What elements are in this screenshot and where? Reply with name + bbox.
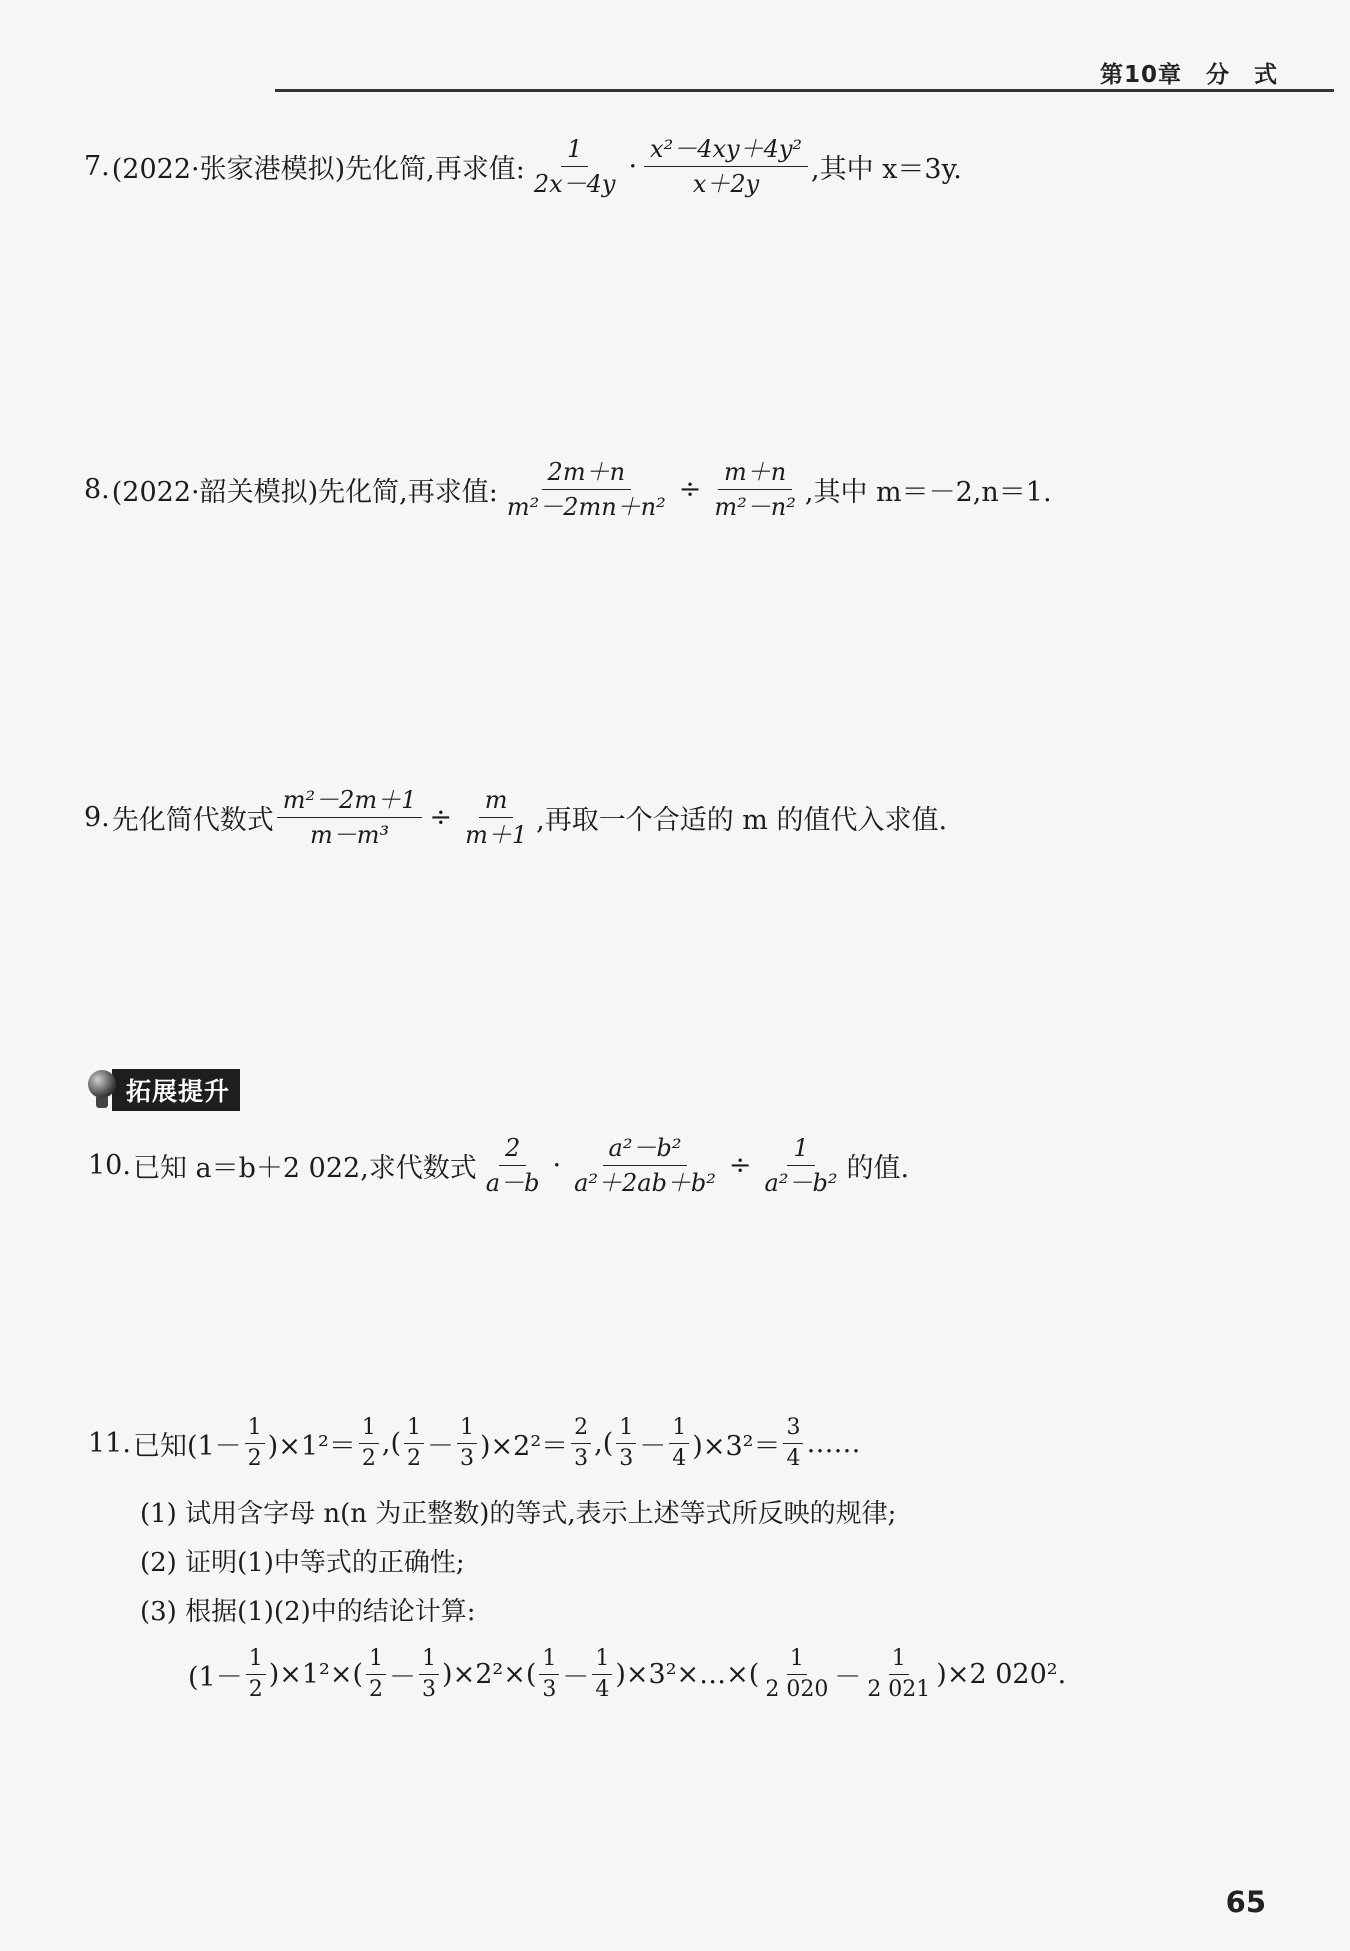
numerator: 1 — [366, 1646, 386, 1675]
fraction — [245, 1415, 265, 1472]
numerator: 1 — [404, 1415, 424, 1444]
denominator: a²＋2ab＋b² — [574, 1169, 716, 1197]
fraction — [568, 1133, 722, 1198]
lightbulb-icon — [88, 1070, 116, 1110]
denominator: 2 021 — [867, 1677, 931, 1702]
question-number: 7. — [84, 151, 110, 182]
numerator: a²－b² — [603, 1133, 688, 1166]
denominator: x＋2y — [692, 170, 760, 198]
fraction — [759, 1133, 844, 1198]
numerator: 1 — [359, 1415, 379, 1444]
denominator: 2 — [248, 1677, 263, 1702]
expr-text: )×2 020². — [936, 1659, 1067, 1690]
numerator: m²－2m＋1 — [277, 785, 423, 818]
fraction — [359, 1415, 379, 1472]
numerator: x²－4xy＋4y² — [644, 134, 808, 167]
fraction — [366, 1646, 386, 1703]
fraction — [783, 1415, 803, 1472]
expr-text: , — [594, 1428, 603, 1459]
fraction — [571, 1415, 591, 1472]
expr-text: － — [639, 1431, 667, 1462]
divide-sign: ÷ — [728, 1150, 752, 1181]
section-tag — [88, 1069, 240, 1111]
fraction — [419, 1646, 439, 1703]
fraction — [457, 1415, 477, 1472]
expr-text: － — [834, 1662, 862, 1693]
denominator: 3 — [542, 1677, 557, 1702]
question-condition: ,其中 m＝－2,n＝1. — [804, 477, 1052, 508]
numerator: 2m＋n — [542, 457, 631, 490]
fraction — [616, 1415, 636, 1472]
denominator: a²－b² — [764, 1169, 838, 1197]
denominator: m²－2mn＋n² — [506, 493, 666, 521]
numerator: 2 — [499, 1133, 526, 1166]
denominator: 3 — [422, 1677, 437, 1702]
expr-text: , — [381, 1428, 391, 1459]
multiply-dot: · — [628, 151, 638, 182]
denominator: 4 — [672, 1446, 687, 1471]
expr-text: － — [389, 1662, 417, 1693]
expr-text: － — [562, 1662, 590, 1693]
question-source: (2022·张家港模拟)先化简,再求值: — [111, 154, 525, 185]
numerator: 1 — [787, 1646, 807, 1675]
divide-sign: ÷ — [429, 802, 453, 833]
question-number: 11. — [88, 1428, 131, 1459]
denominator: 4 — [595, 1677, 610, 1702]
question-instruction: 的值. — [846, 1153, 910, 1184]
fraction — [539, 1646, 559, 1703]
calculation-expression — [188, 1646, 1066, 1703]
expr-text: )×3²×…×( — [615, 1659, 760, 1690]
denominator: m－m³ — [310, 821, 390, 849]
fraction — [644, 134, 808, 199]
expr-text: (1－ — [188, 1662, 243, 1693]
numerator: 2 — [571, 1415, 591, 1444]
question-9 — [84, 785, 947, 850]
fraction — [528, 134, 622, 199]
question-prompt: 已知 — [132, 1431, 187, 1462]
fraction — [501, 457, 672, 522]
sub-question-1: (1) 试用含字母 n(n 为正整数)的等式,表示上述等式所反映的规律; — [140, 1499, 897, 1529]
header-rule — [275, 89, 1334, 92]
fraction — [459, 785, 533, 850]
numerator: 1 — [889, 1646, 909, 1675]
numerator: 1 — [246, 1646, 266, 1675]
fraction — [864, 1646, 933, 1703]
expr-text: ( — [390, 1428, 401, 1459]
numerator: m＋n — [718, 457, 792, 490]
denominator: 3 — [459, 1446, 474, 1471]
sub-question-3: (3) 根据(1)(2)中的结论计算: — [140, 1597, 476, 1627]
expr-text: ( — [602, 1428, 614, 1459]
denominator: m²－n² — [714, 493, 796, 521]
numerator: 1 — [592, 1646, 612, 1675]
question-condition: ,其中 x＝3y. — [811, 154, 962, 185]
multiply-dot: · — [552, 1150, 562, 1181]
denominator: 2 — [369, 1677, 384, 1702]
fraction — [277, 785, 423, 850]
expr-text: )×1²＝ — [267, 1431, 356, 1462]
fraction — [592, 1646, 612, 1703]
numerator: 3 — [783, 1415, 803, 1444]
question-10 — [88, 1133, 909, 1198]
numerator: 1 — [616, 1415, 636, 1444]
question-8 — [84, 457, 1052, 522]
question-number: 10. — [88, 1150, 131, 1181]
fraction — [480, 1133, 546, 1198]
divide-sign: ÷ — [678, 474, 702, 505]
fraction — [246, 1646, 266, 1703]
question-instruction: ,再取一个合适的 m 的值代入求值. — [536, 805, 948, 836]
sub-question-2: (2) 证明(1)中等式的正确性; — [140, 1548, 465, 1578]
question-11 — [88, 1415, 860, 1472]
fraction — [404, 1415, 424, 1472]
denominator: 2 — [406, 1446, 421, 1471]
question-prompt: 已知 a＝b＋2 022,求代数式 — [132, 1153, 477, 1184]
denominator: 2 — [247, 1446, 262, 1471]
question-7 — [84, 134, 962, 199]
numerator: 1 — [561, 134, 588, 167]
denominator: 3 — [574, 1446, 589, 1471]
expr-text: )×1²×( — [268, 1659, 364, 1690]
fraction — [669, 1415, 689, 1472]
expr-text: )×3²＝ — [692, 1431, 781, 1462]
expr-text: (1－ — [186, 1431, 242, 1462]
numerator: 1 — [669, 1415, 689, 1444]
denominator: a－b — [485, 1169, 540, 1197]
question-prompt: 先化简代数式 — [111, 805, 274, 836]
expr-text: …… — [806, 1428, 861, 1459]
question-source: (2022·韶关模拟)先化简,再求值: — [111, 477, 498, 508]
numerator: m — [479, 785, 514, 818]
denominator: 3 — [619, 1446, 634, 1471]
fraction — [762, 1646, 831, 1703]
denominator: 2x－4y — [533, 170, 616, 198]
question-number: 9. — [84, 802, 110, 833]
expr-text: )×2²＝ — [479, 1431, 569, 1462]
question-number: 8. — [84, 474, 110, 505]
denominator: 4 — [786, 1446, 801, 1471]
chapter-header: 第10章 分 式 — [1099, 62, 1278, 88]
fraction — [708, 457, 801, 522]
expr-text: － — [426, 1431, 454, 1462]
denominator: m＋1 — [465, 821, 528, 849]
section-label: 拓展提升 — [112, 1069, 240, 1111]
numerator: 1 — [787, 1133, 814, 1166]
numerator: 1 — [457, 1415, 477, 1444]
denominator: 2 020 — [765, 1677, 829, 1702]
expr-text: )×2²×( — [442, 1659, 537, 1690]
denominator: 2 — [361, 1446, 376, 1471]
numerator: 1 — [539, 1646, 559, 1675]
numerator: 1 — [245, 1415, 265, 1444]
page-number: 65 — [1225, 1885, 1266, 1919]
numerator: 1 — [419, 1646, 439, 1675]
